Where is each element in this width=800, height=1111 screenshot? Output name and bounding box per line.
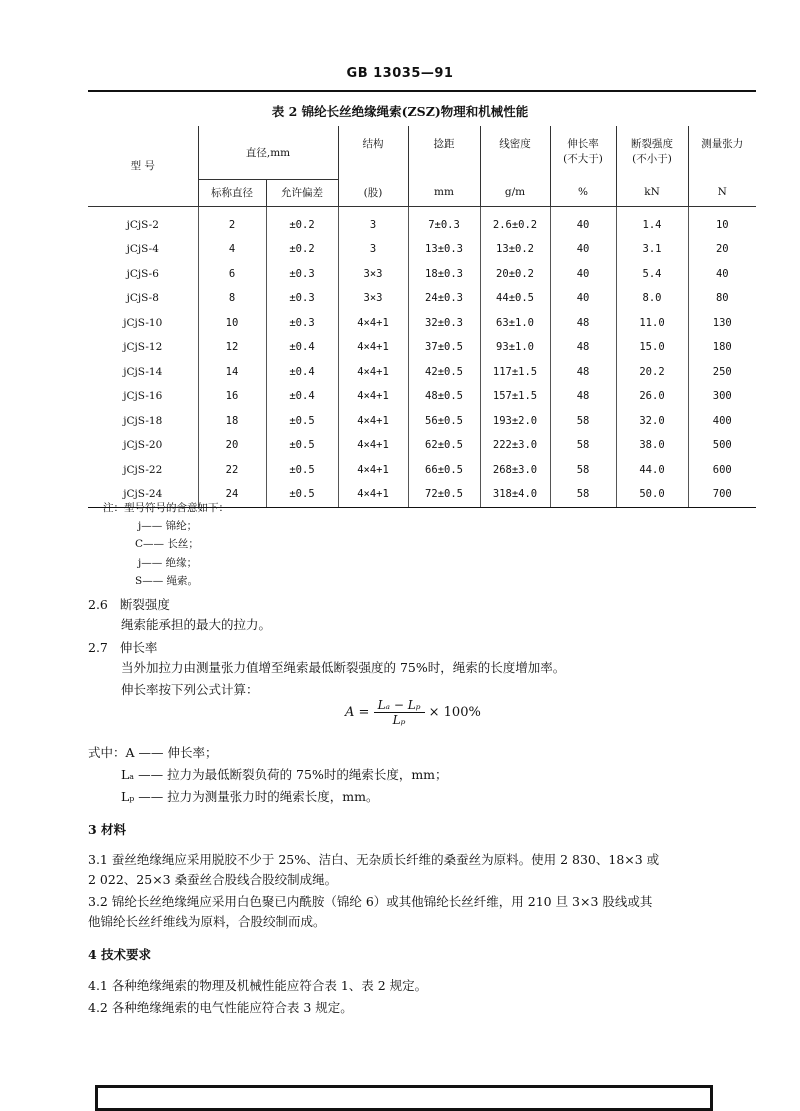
cell-nominal-diameter: 22 — [198, 458, 266, 483]
cell-elongation: 58 — [550, 458, 616, 483]
cell-breaking-strength: 44.0 — [616, 458, 688, 483]
header-breaking-strength — [616, 126, 688, 179]
table-body — [88, 206, 756, 507]
cell-measuring-tension: 400 — [712, 414, 732, 427]
cell-lay-length: 56±0.5 — [408, 409, 480, 434]
formula-where-2: Lₐ —— 拉力为最低断裂负荷的 75%时的绳索长度，mm； — [121, 767, 448, 782]
cell-nominal-diameter: 18 — [198, 409, 266, 434]
section-4-heading: 4 技术要求 — [88, 947, 152, 962]
section-2-6-heading — [88, 595, 170, 613]
section-3-1-line-2: 2 022、25×3 桑蚕丝合股线合股绞制成绳。 — [88, 872, 338, 887]
cell-linear-density: 157±1.5 — [480, 384, 550, 409]
cell-structure: 3 — [338, 206, 408, 237]
bottom-frame — [95, 1085, 713, 1111]
cell-linear-density: 222±3.0 — [480, 433, 550, 458]
header-breaking-unit: kN — [616, 179, 688, 206]
cell-linear-density: 20±0.2 — [480, 262, 550, 287]
header-breaking-limit: (不小于) — [632, 153, 672, 165]
cell-nominal-diameter: 8 — [198, 286, 266, 311]
cell-model: jCjS-24 — [88, 482, 198, 507]
note-item: S—— 绳索。 — [135, 575, 199, 587]
cell-tolerance: ±0.3 — [266, 286, 338, 311]
cell-model: jCjS-10 — [88, 311, 198, 336]
table-row — [88, 433, 756, 458]
cell-lay-length: 72±0.5 — [408, 482, 480, 507]
cell-nominal-diameter: 2 — [198, 206, 266, 237]
cell-measuring-tension: 300 — [712, 390, 732, 403]
section-4-2: 4.2 各种绝缘绳索的电气性能应符合表 3 规定。 — [88, 1000, 353, 1015]
cell-breaking-strength: 26.0 — [616, 384, 688, 409]
cell-elongation: 40 — [550, 206, 616, 237]
header-density: 线密度 — [480, 126, 550, 179]
table-row — [88, 384, 756, 409]
cell-elongation: 48 — [550, 360, 616, 385]
cell-linear-density: 44±0.5 — [480, 286, 550, 311]
header-elongation-unit: % — [550, 179, 616, 206]
cell-linear-density: 63±1.0 — [480, 311, 550, 336]
header-diameter: 直径,mm — [198, 126, 338, 179]
cell-tolerance: ±0.4 — [266, 335, 338, 360]
header-lay-unit: mm — [408, 179, 480, 206]
cell-breaking-strength: 15.0 — [616, 335, 688, 360]
cell-nominal-diameter: 6 — [198, 262, 266, 287]
cell-model: jCjS-4 — [88, 237, 198, 262]
cell-lay-length: 42±0.5 — [408, 360, 480, 385]
cell-tolerance: ±0.2 — [266, 206, 338, 237]
cell-breaking-strength: 20.2 — [616, 360, 688, 385]
section-4-1: 4.1 各种绝缘绳索的物理及机械性能应符合表 1、表 2 规定。 — [88, 978, 428, 993]
cell-nominal-diameter: 20 — [198, 433, 266, 458]
cell-breaking-strength: 5.4 — [616, 262, 688, 287]
cell-structure: 4×4+1 — [338, 409, 408, 434]
cell-model: jCjS-14 — [88, 360, 198, 385]
cell-breaking-strength: 32.0 — [616, 409, 688, 434]
cell-nominal-diameter: 24 — [198, 482, 266, 507]
cell-breaking-strength: 11.0 — [616, 311, 688, 336]
cell-elongation: 40 — [550, 286, 616, 311]
cell-lay-length: 7±0.3 — [408, 206, 480, 237]
cell-breaking-strength: 3.1 — [616, 237, 688, 262]
header-tolerance: 允许偏差 — [266, 179, 338, 206]
cell-model: jCjS-20 — [88, 433, 198, 458]
cell-lay-length: 18±0.3 — [408, 262, 480, 287]
formula-fraction — [374, 698, 425, 727]
cell-measuring-tension: 250 — [712, 365, 732, 378]
cell-tolerance: ±0.4 — [266, 384, 338, 409]
header-elongation-limit: (不大于) — [563, 153, 603, 165]
formula-where-3: Lₚ —— 拉力为测量张力时的绳索长度，mm。 — [121, 789, 379, 804]
formula-numerator: Lₐ − Lₚ — [374, 698, 425, 713]
cell-lay-length: 37±0.5 — [408, 335, 480, 360]
cell-breaking-strength: 8.0 — [616, 286, 688, 311]
note-item: j—— 绝缘； — [138, 557, 198, 569]
cell-elongation: 48 — [550, 335, 616, 360]
cell-lay-length: 24±0.3 — [408, 286, 480, 311]
section-3-1-line-1: 3.1 蚕丝绝缘绳应采用脱胶不少于 25%、洁白、无杂质长纤维的桑蚕丝为原料。使用 2 830、18×3 或 — [88, 852, 660, 867]
cell-structure: 4×4+1 — [338, 482, 408, 507]
section-2-7-heading — [88, 638, 157, 656]
cell-tolerance: ±0.5 — [266, 482, 338, 507]
cell-measuring-tension: 700 — [688, 482, 756, 507]
cell-structure: 4×4+1 — [338, 335, 408, 360]
formula-denominator: Lₚ — [392, 713, 406, 727]
cell-nominal-diameter: 10 — [198, 311, 266, 336]
cell-measuring-tension: 80 — [715, 292, 729, 305]
cell-model: jCjS-6 — [88, 262, 198, 287]
header-nominal: 标称直径 — [198, 179, 266, 206]
cell-measuring-tension: 130 — [712, 316, 732, 329]
cell-nominal-diameter: 14 — [198, 360, 266, 385]
note-title: 注：型号符号的含意如下： — [103, 502, 229, 514]
cell-structure: 4×4+1 — [338, 311, 408, 336]
formula-lhs: A = — [345, 705, 370, 720]
cell-elongation: 58 — [550, 433, 616, 458]
elongation-formula — [345, 698, 481, 727]
table-row — [88, 206, 756, 237]
section-number: 2.6 — [88, 597, 108, 612]
cell-model: jCjS-18 — [88, 409, 198, 434]
cell-breaking-strength: 50.0 — [616, 482, 688, 507]
table-row — [88, 237, 756, 262]
cell-breaking-strength: 38.0 — [616, 433, 688, 458]
cell-nominal-diameter: 12 — [198, 335, 266, 360]
cell-measuring-tension: 500 — [712, 439, 732, 452]
cell-model: jCjS-12 — [88, 335, 198, 360]
formula-rhs: × 100% — [428, 705, 481, 720]
table-row — [88, 409, 756, 434]
cell-measuring-tension: 20 — [715, 243, 729, 256]
cell-structure: 3 — [338, 237, 408, 262]
cell-elongation: 40 — [550, 237, 616, 262]
cell-elongation: 48 — [550, 384, 616, 409]
standard-number: GB 13035—91 — [346, 66, 454, 81]
cell-model: jCjS-8 — [88, 286, 198, 311]
table-row — [88, 360, 756, 385]
cell-structure: 4×4+1 — [338, 384, 408, 409]
header-elongation — [550, 126, 616, 179]
cell-lay-length: 66±0.5 — [408, 458, 480, 483]
section-title: 断裂强度 — [119, 597, 170, 612]
section-2-7-formula-intro: 伸长率按下列公式计算： — [121, 682, 259, 697]
header-tension-unit: N — [688, 179, 756, 206]
header-structure: 结构 — [338, 126, 408, 179]
table-row — [88, 286, 756, 311]
cell-elongation: 48 — [550, 311, 616, 336]
cell-lay-length: 13±0.3 — [408, 237, 480, 262]
table-row — [88, 335, 756, 360]
header-tension: 测量张力 — [701, 138, 744, 150]
cell-tolerance: ±0.3 — [266, 311, 338, 336]
header-density-unit: g/m — [480, 179, 550, 206]
section-3-2-line-2: 他锦纶长丝纤维线为原料，合股绞制而成。 — [88, 914, 326, 929]
cell-model: jCjS-16 — [88, 384, 198, 409]
cell-linear-density: 2.6±0.2 — [480, 206, 550, 237]
cell-linear-density: 117±1.5 — [480, 360, 550, 385]
cell-nominal-diameter: 16 — [198, 384, 266, 409]
section-3-2-line-1: 3.2 锦纶长丝绝缘绳应采用白色聚已内酰胺（锦纶 6）或其他锦纶长丝纤维，用 210 旦 3×3 股线或其 — [88, 894, 653, 909]
header-lay: 捻距 — [408, 126, 480, 179]
cell-nominal-diameter: 4 — [198, 237, 266, 262]
cell-structure: 4×4+1 — [338, 458, 408, 483]
section-title: 伸长率 — [119, 640, 158, 655]
cell-tolerance: ±0.4 — [266, 360, 338, 385]
cell-measuring-tension: 180 — [712, 341, 732, 354]
cell-model: jCjS-22 — [88, 458, 198, 483]
cell-measuring-tension: 40 — [715, 267, 729, 280]
cell-tolerance: ±0.5 — [266, 458, 338, 483]
cell-structure: 3×3 — [338, 262, 408, 287]
cell-tolerance: ±0.5 — [266, 409, 338, 434]
table-title: 表 2 锦纶长丝绝缘绳索(ZSZ)物理和机械性能 — [271, 104, 529, 119]
note-item: j—— 锦纶； — [138, 520, 198, 532]
cell-measuring-tension: 600 — [712, 463, 732, 476]
cell-linear-density: 318±4.0 — [480, 482, 550, 507]
header-structure-unit: (股) — [338, 179, 408, 206]
cell-elongation: 40 — [550, 262, 616, 287]
header-breaking-label: 断裂强度 — [631, 138, 674, 150]
header-elongation-label: 伸长率 — [567, 138, 599, 150]
section-number: 2.7 — [88, 640, 108, 655]
header-model: 型 号 — [88, 126, 198, 206]
note-item: C—— 长丝； — [135, 538, 199, 550]
cell-linear-density: 268±3.0 — [480, 458, 550, 483]
cell-measuring-tension: 10 — [715, 218, 729, 231]
cell-lay-length: 32±0.3 — [408, 311, 480, 336]
cell-structure: 4×4+1 — [338, 360, 408, 385]
cell-tolerance: ±0.2 — [266, 237, 338, 262]
cell-model: jCjS-2 — [88, 206, 198, 237]
section-3-heading: 3 材料 — [88, 822, 127, 837]
section-2-7-text: 当外加拉力由测量张力值增至绳索最低断裂强度的 75%时，绳索的长度增加率。 — [121, 660, 566, 675]
cell-tolerance: ±0.5 — [266, 433, 338, 458]
table-row — [88, 262, 756, 287]
cell-linear-density: 193±2.0 — [480, 409, 550, 434]
cell-lay-length: 48±0.5 — [408, 384, 480, 409]
formula-where-1: 式中：A —— 伸长率； — [88, 745, 218, 760]
header-rule — [88, 90, 756, 92]
properties-table — [88, 126, 756, 508]
cell-lay-length: 62±0.5 — [408, 433, 480, 458]
cell-structure: 3×3 — [338, 286, 408, 311]
cell-elongation: 58 — [550, 409, 616, 434]
table-row — [88, 458, 756, 483]
cell-structure: 4×4+1 — [338, 433, 408, 458]
table-row — [88, 311, 756, 336]
cell-linear-density: 93±1.0 — [480, 335, 550, 360]
cell-breaking-strength: 1.4 — [616, 206, 688, 237]
cell-elongation: 58 — [550, 482, 616, 507]
section-2-6-text: 绳索能承担的最大的拉力。 — [121, 617, 272, 632]
cell-linear-density: 13±0.2 — [480, 237, 550, 262]
cell-tolerance: ±0.3 — [266, 262, 338, 287]
